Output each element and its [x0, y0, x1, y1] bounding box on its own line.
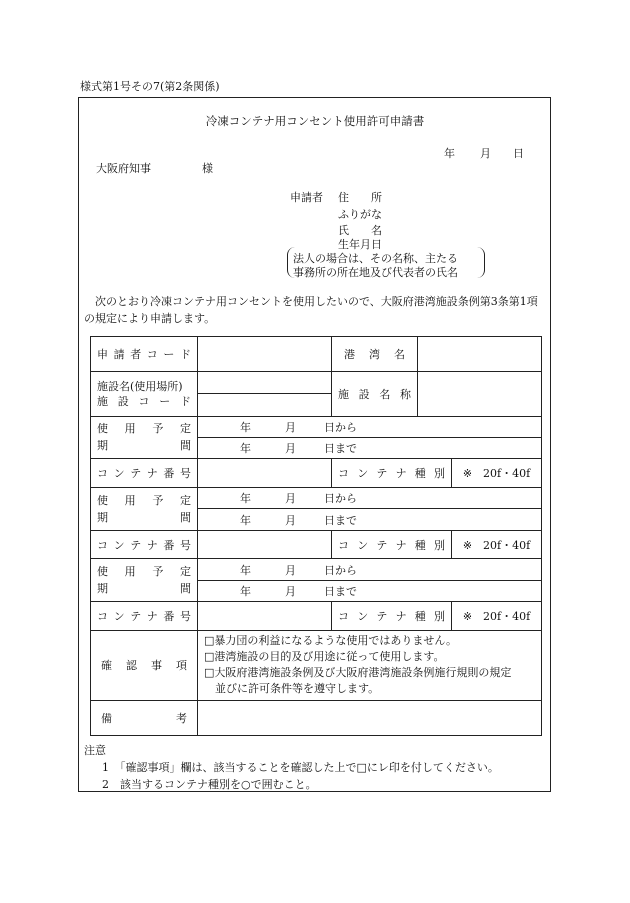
period-3-label: 使 用 予 定 期 間: [91, 559, 198, 602]
container-type-3-label: コ ン テ ナ 種 別: [332, 602, 452, 631]
container-type-2-label: コ ン テ ナ 種 別: [332, 530, 452, 559]
confirm-item-2[interactable]: □港湾施設の目的及び用途に従って使用します。: [204, 650, 445, 664]
date-month: 月: [480, 147, 491, 160]
period-3-to[interactable]: 年 月 日まで: [198, 580, 542, 601]
port-field[interactable]: [418, 337, 542, 372]
port-label: 港 湾 名: [332, 337, 418, 372]
container-type-2-options[interactable]: ※ 20f・40f: [452, 530, 542, 559]
confirm-label: 確 認 事 項: [91, 630, 198, 700]
applicant-address-label: 住 所: [338, 191, 382, 204]
facility-labels: [91, 371, 198, 416]
applicant-birth-label: 生年月日: [338, 238, 382, 251]
container-type-1-label: コ ン テ ナ 種 別: [332, 459, 452, 488]
facility-name-field[interactable]: [198, 371, 332, 393]
container-type-1-options[interactable]: ※ 20f・40f: [452, 459, 542, 488]
notes-heading: 注意: [84, 744, 106, 757]
facility-title-field[interactable]: [418, 371, 542, 416]
period-2-from[interactable]: 年 月 日から: [198, 487, 542, 508]
addressee-honorific: 様: [202, 162, 213, 175]
intro-text: 次のとおり冷凍コンテナ用コンセントを使用したいので、大阪府港湾施設条例第3条第1項の規定により申請します。: [84, 295, 538, 325]
container-no-2-field[interactable]: [198, 530, 332, 559]
intro-paragraph: [84, 293, 544, 327]
facility-name-label: 施設名(使用場所): [97, 379, 183, 393]
period-1-to[interactable]: 年 月 日まで: [198, 437, 542, 458]
form-label: 様式第1号その7(第2条関係): [80, 80, 220, 93]
period-1-label: 使 用 予 定 期 間: [91, 416, 198, 459]
applicant-code-label: 申 請 者 コ ー ド: [91, 337, 198, 372]
facility-title-label: 施 設 名 称: [332, 371, 418, 416]
container-type-3-options[interactable]: ※ 20f・40f: [452, 602, 542, 631]
period-2-label: 使 用 予 定 期 間: [91, 487, 198, 530]
facility-code-field[interactable]: [198, 394, 332, 416]
applicant-code-field[interactable]: [198, 337, 332, 372]
container-no-3-label: コ ン テ ナ 番 号: [91, 602, 198, 631]
period-1-from[interactable]: 年 月 日から: [198, 416, 542, 437]
applicant-heading: 申請者: [290, 191, 323, 204]
container-no-3-field[interactable]: [198, 602, 332, 631]
note-2: 2 該当するコンテナ種別を○で囲むこと。: [102, 778, 317, 791]
notes: [84, 742, 499, 793]
confirm-items: [198, 630, 542, 700]
container-no-1-label: コ ン テ ナ 番 号: [91, 459, 198, 488]
applicant-name-label: 氏 名: [338, 224, 382, 237]
confirm-item-3-cont: 並びに許可条件等を遵守します。: [215, 682, 380, 696]
facility-code-label: 施 設 コ ー ド: [97, 394, 191, 408]
applicant-furigana-label: ふりがな: [338, 208, 382, 221]
period-2-to[interactable]: 年 月 日まで: [198, 509, 542, 530]
corporate-note-line1: 法人の場合は、その名称、主たる: [293, 252, 458, 265]
date-year: 年: [444, 147, 455, 160]
container-no-2-label: コ ン テ ナ 番 号: [91, 530, 198, 559]
period-3-from[interactable]: 年 月 日から: [198, 559, 542, 580]
addressee-name: 大阪府知事: [96, 162, 151, 175]
form-title: 冷凍コンテナ用コンセント使用許可申請書: [205, 114, 425, 128]
application-table: [90, 336, 542, 736]
confirm-item-1[interactable]: □暴力団の利益になるような使用ではありません。: [204, 634, 458, 648]
date-day: 日: [513, 147, 524, 160]
corporate-note-line2: 事務所の所在地及び代表者の氏名: [293, 266, 458, 279]
note-1: 1 「確認事項」欄は、該当することを確認した上で□にレ印を付してください。: [102, 761, 499, 774]
container-no-1-field[interactable]: [198, 459, 332, 488]
remarks-label: 備 考: [91, 701, 198, 736]
confirm-item-3[interactable]: □大阪府港湾施設条例及び大阪府港湾施設条例施行規則の規定: [204, 666, 512, 680]
remarks-field[interactable]: [198, 701, 542, 736]
